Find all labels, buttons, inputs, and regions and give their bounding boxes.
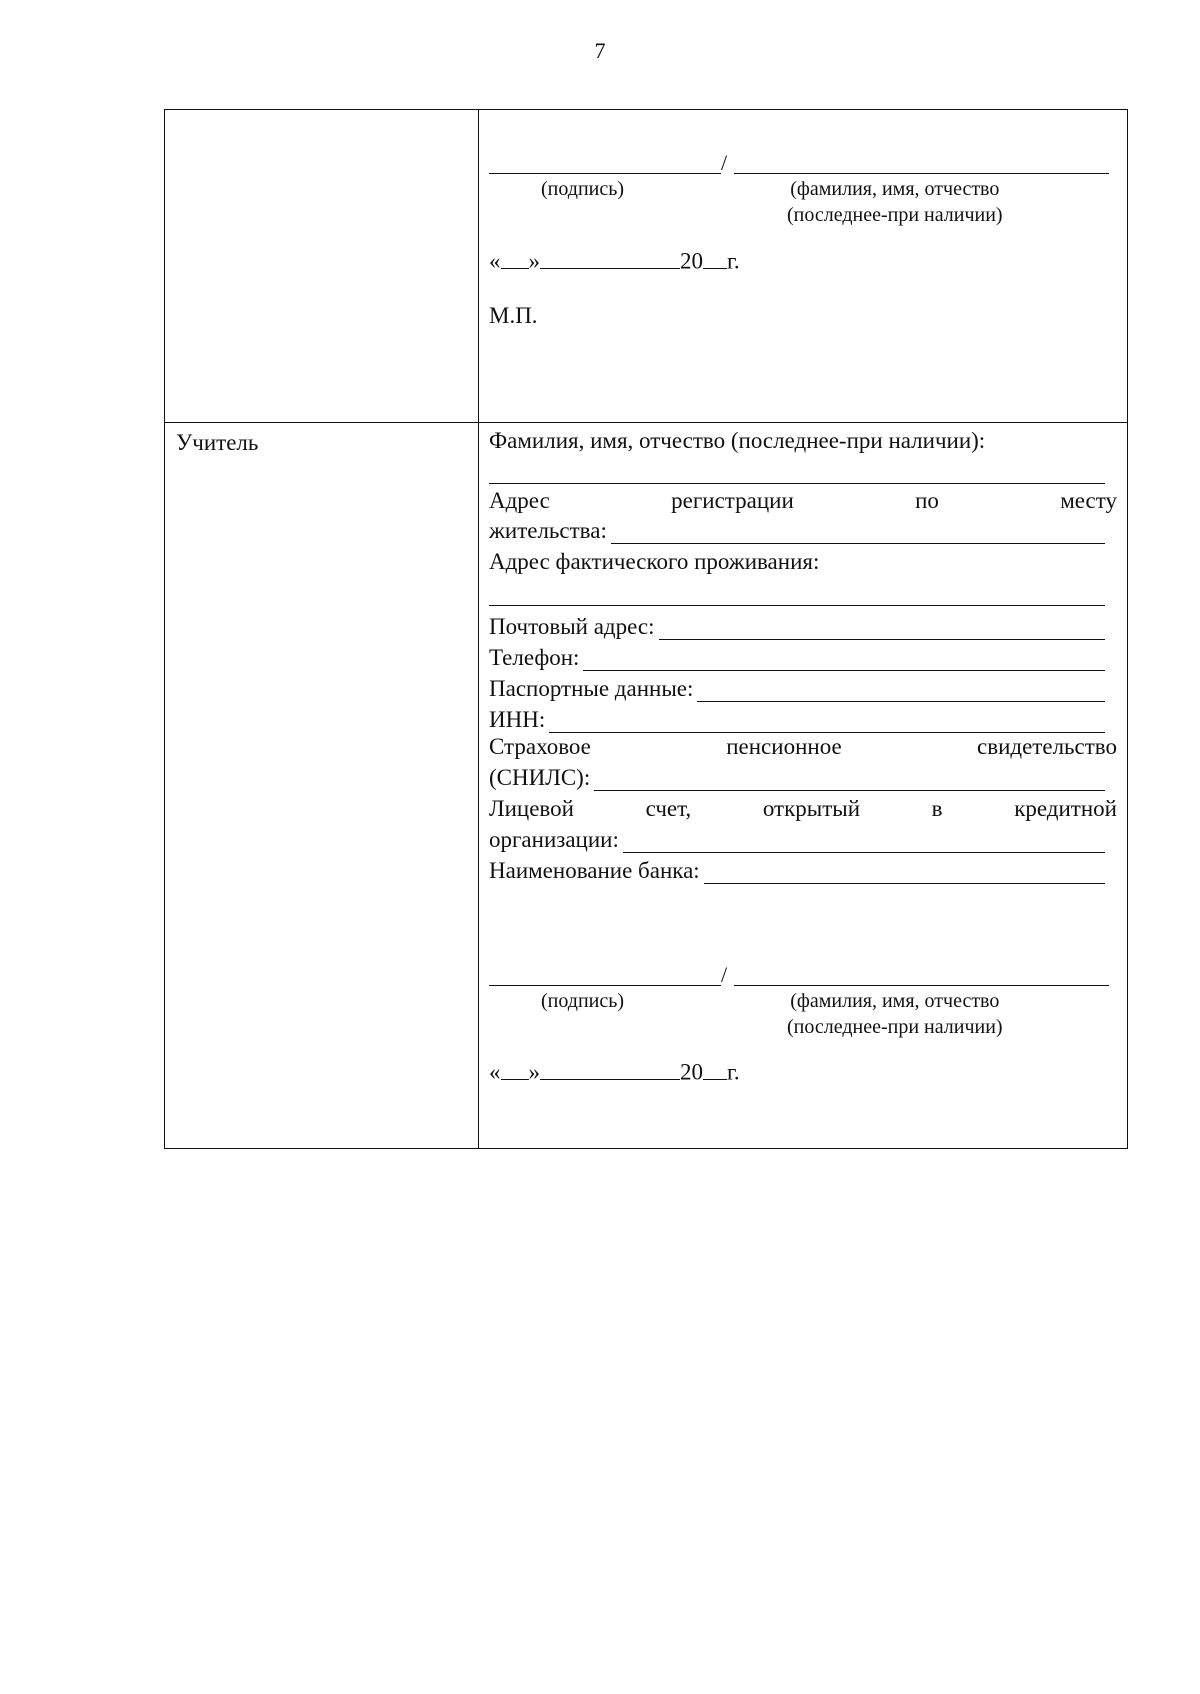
teacher-date-open-quote: « (489, 1059, 501, 1085)
name-caption-line2: (последнее-при наличии) (787, 204, 1003, 226)
year-blank[interactable] (703, 247, 727, 269)
passport-blank[interactable] (697, 679, 1105, 702)
name-blank[interactable] (734, 173, 1109, 174)
teacher-year-suffix: г. (727, 1059, 740, 1085)
bank-blank[interactable] (704, 861, 1105, 884)
seal-label: М.П. (489, 303, 538, 328)
actual-address-blank[interactable] (489, 605, 1105, 606)
signature-blank[interactable] (489, 173, 721, 174)
date-line[interactable] (489, 247, 740, 275)
passport-field[interactable]: Паспортные данные: (489, 672, 1117, 702)
account-label: Лицевой счет, открытый в кредитной (489, 796, 1117, 821)
inn-field[interactable]: ИНН: (489, 703, 1117, 733)
teacher-name-caption-line1: (фамилия, имя, отчество (790, 990, 1000, 1012)
signature-line[interactable] (489, 140, 1109, 174)
top-right-cell (489, 110, 1117, 422)
page-number: 7 (594, 38, 606, 63)
inn-blank[interactable] (549, 710, 1105, 733)
date-open-quote: « (489, 248, 501, 274)
date-close-quote: » (528, 248, 540, 274)
account-blank[interactable] (623, 830, 1105, 853)
account-field[interactable]: организации: (489, 823, 1117, 853)
snils-field[interactable]: (СНИЛС): (489, 761, 1117, 791)
teacher-signature-blank[interactable] (489, 985, 721, 986)
postal-address-blank[interactable] (659, 617, 1106, 640)
teacher-date-close-quote: » (528, 1059, 540, 1085)
teacher-month-blank[interactable] (540, 1058, 680, 1080)
month-blank[interactable] (540, 247, 680, 269)
teacher-day-blank[interactable] (501, 1058, 529, 1080)
name-caption (787, 176, 1003, 228)
fio-label: Фамилия, имя, отчество (последнее-при наличии): (489, 428, 986, 453)
form-table (164, 109, 1128, 1149)
name-caption-line1: (фамилия, имя, отчество (790, 178, 1000, 200)
teacher-year-prefix: 20 (680, 1059, 703, 1085)
reg-address-blank[interactable] (611, 521, 1105, 544)
day-blank[interactable] (501, 247, 529, 269)
postal-address-field[interactable]: Почтовый адрес: (489, 610, 1117, 640)
reg-address-label: Адрес регистрации по месту (489, 488, 1117, 513)
teacher-signature-slash: / (721, 962, 728, 987)
year-prefix: 20 (680, 248, 703, 274)
bank-field[interactable]: Наименование банка: (489, 854, 1117, 884)
signature-slash: / (721, 150, 728, 175)
teacher-year-blank[interactable] (703, 1058, 727, 1080)
teacher-date-line[interactable] (489, 1058, 740, 1086)
fio-blank[interactable] (489, 483, 1105, 484)
teacher-signature-caption: (подпись) (541, 990, 625, 1012)
teacher-signature-line[interactable] (489, 952, 1109, 986)
phone-field[interactable]: Телефон: (489, 641, 1117, 671)
snils-blank[interactable] (594, 768, 1105, 791)
year-suffix: г. (727, 248, 740, 274)
snils-label: Страховое пенсионное свидетельство (489, 734, 1117, 759)
phone-blank[interactable] (583, 648, 1105, 671)
signature-caption: (подпись) (541, 178, 625, 200)
teacher-details-cell (489, 422, 1117, 1148)
teacher-name-caption-line2: (последнее-при наличии) (787, 1016, 1003, 1038)
column-divider (478, 110, 479, 1148)
teacher-name-caption (787, 988, 1003, 1040)
role-label-teacher: Учитель (176, 430, 259, 455)
actual-address-label: Адрес фактического проживания: (489, 549, 820, 574)
reg-address-field[interactable]: жительства: (489, 514, 1117, 544)
teacher-name-blank[interactable] (734, 985, 1109, 986)
